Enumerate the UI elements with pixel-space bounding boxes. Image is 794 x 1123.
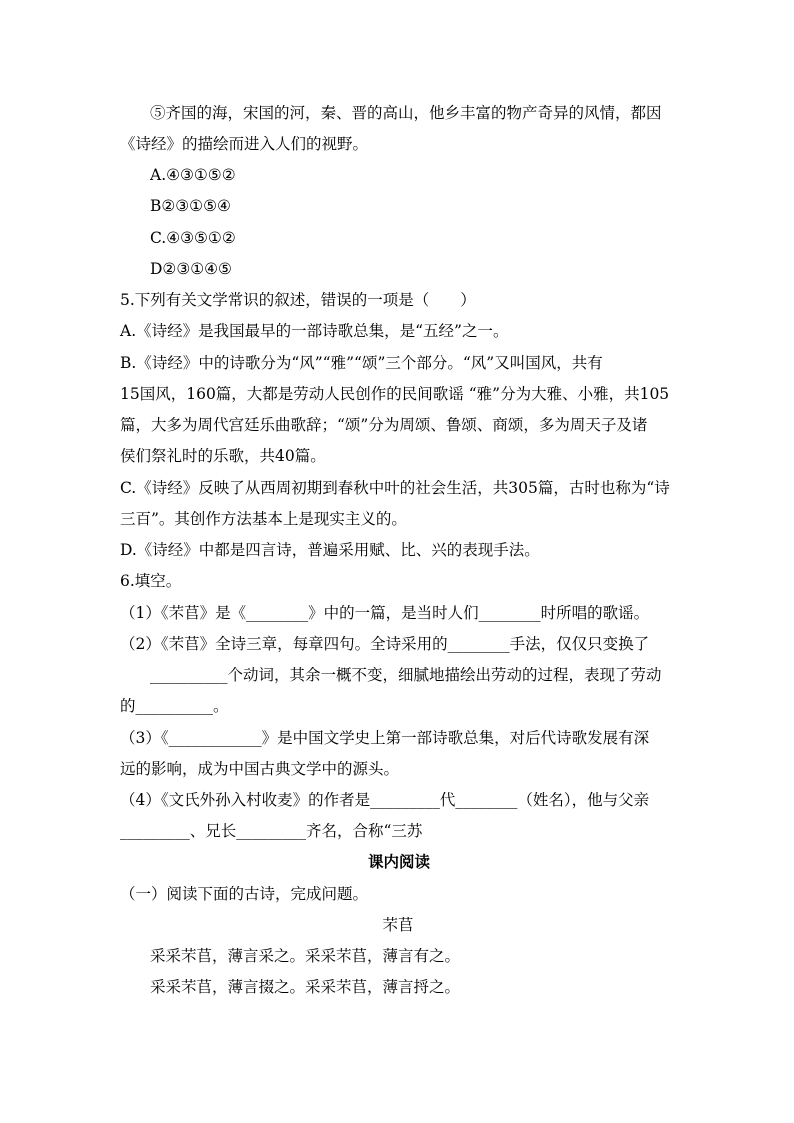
q6-sub2-line1: （2）《芣苢》全诗三章，每章四句。全诗采用的________手法，仅仅只变换了 [120,635,650,653]
q6-sub2-line2: __________个动词，其余一概不变，细腻地描绘出劳动的过程，表现了劳动 [150,666,662,684]
reading-heading: 课内阅读 [367,852,430,871]
q5-option-b-line4: 侯们祭礼时的乐歌，共40篇。 [120,447,326,465]
q5-option-c-line2: 三百”。其创作方法基本上是现实主义的。 [120,510,407,528]
q5-option-c-line1: C.《诗经》反映了从西周初期到春秋中叶的社会生活，共305篇，古时也称为“诗 [120,479,670,497]
q5-option-b-line2: 15国风，160篇，大都是劳动人民创作的民间歌谣 “雅”分为大雅、小雅，共105 [120,385,670,403]
q5-stem: 5.下列有关文学常识的叙述，错误的一项是（ ） [120,291,476,309]
q5-option-a: A.《诗经》是我国最早的一部诗歌总集，是“五经”之一。 [120,322,509,340]
poem-line-1: 采采芣苢，薄言采之。采采芣苢，薄言有之。 [150,947,461,965]
q5-option-b-line1: B.《诗经》中的诗歌分为“风”“雅”“颂”三个部分。“风”又叫国风，共有 [120,354,603,372]
q4-item5-line1: ⑤齐国的海，宋国的河，秦、晋的高山，他乡丰富的物产奇异的风情，都因 [150,104,662,122]
q4-option-a: A.④③①⑤② [150,166,236,184]
poem-line-2: 采采芣苢，薄言掇之。采采芣苢，薄言捋之。 [150,978,461,996]
q6-sub4-line1: （4）《文氏外孙入村收麦》的作者是_________代________（姓名），他与父亲 [120,791,650,809]
q5-option-b-line3: 篇，大多为周代宫廷乐曲歌辞；“颂”分为周颂、鲁颂、商颂，多为周天子及诸 [120,416,648,434]
q6-sub4-line2: _________、兄长_________齐名，合称“三苏 [120,822,423,840]
q4-option-d: D②③①④⑤ [150,260,232,278]
q6-sub3-line1: （3）《____________》是中国文学史上第一部诗歌总集，对后代诗歌发展有深 [120,729,650,747]
q6-sub2-line3: 的__________。 [120,697,229,715]
q6-stem: 6.填空。 [120,572,182,590]
q4-item5-line2: 《诗经》的描绘而进入人们的视野。 [120,135,369,153]
q4-option-c: C.④③⑤①② [150,229,236,247]
q6-sub1: （1）《芣苢》是《________》中的一篇，是当时人们________时所唱的歌谣。 [120,604,650,622]
reading-intro: （一）阅读下面的古诗，完成问题。 [120,885,369,903]
q5-option-d: D.《诗经》中都是四言诗，普遍采用赋、比、兴的表现手法。 [120,541,540,559]
q6-sub3-line2: 远的影响，成为中国古典文学中的源头。 [120,760,400,778]
poem-title: 芣苢 [382,916,414,934]
q4-option-b: B②③①⑤④ [150,197,231,215]
